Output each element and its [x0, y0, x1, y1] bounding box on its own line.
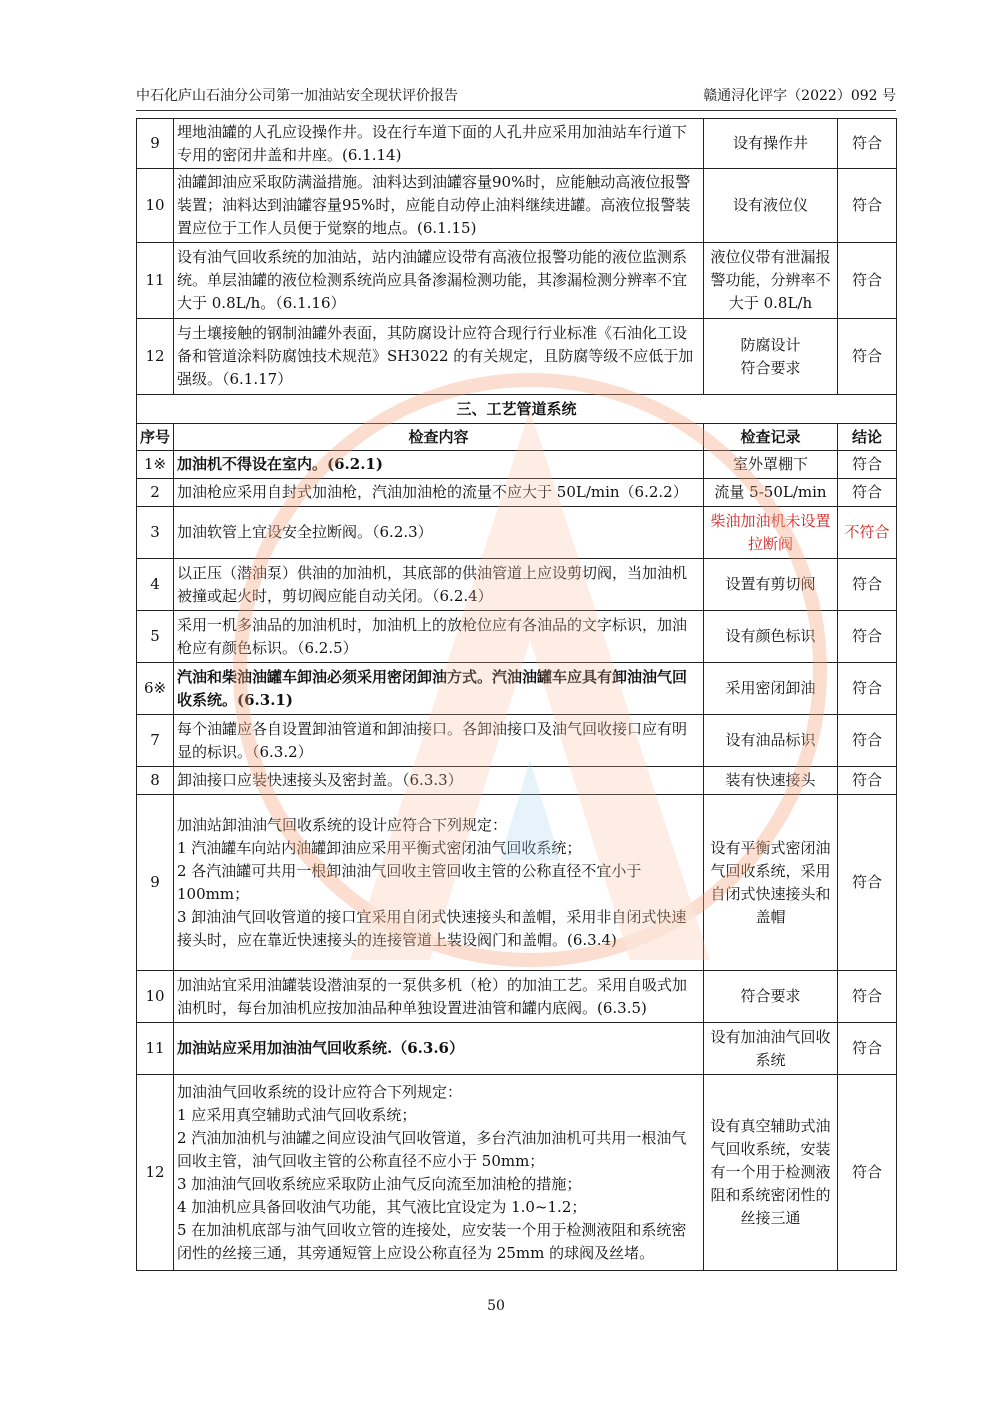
table-row [137, 319, 897, 395]
row-check-content: 卸油接口应装快速接头及密封盖。（6.3.3） [174, 767, 704, 795]
row-number: 6※ [137, 663, 174, 715]
page-number: 50 [487, 1298, 505, 1314]
row-result: 符合 [838, 715, 897, 767]
row-result: 符合 [838, 663, 897, 715]
row-check-content: 每个油罐应各自设置卸油管道和卸油接口。各卸油接口及油气回收接口应有明显的标识。（6.3.2） [174, 715, 704, 767]
table-section-tanks [137, 119, 897, 395]
column-header-row [137, 424, 897, 451]
row-result: 符合 [838, 319, 897, 395]
section-heading-row [137, 395, 897, 424]
section-title: 三、工艺管道系统 [137, 395, 897, 424]
table-row [137, 663, 897, 715]
row-check-content: 采用一机多油品的加油机时，加油机上的放枪位应有各油品的文字标识，加油枪应有颜色标识。（6.2.5） [174, 611, 704, 663]
row-number: 12 [137, 319, 174, 395]
row-result: 符合 [838, 611, 897, 663]
row-number: 4 [137, 559, 174, 611]
row-check-record: 采用密闭卸油 [704, 663, 838, 715]
table-row [137, 169, 897, 243]
row-check-content: 加油油气回收系统的设计应符合下列规定： 1 应采用真空辅助式油气回收系统； 2 汽油加油机与油罐之间应设油气回收管道，多台汽油加油机可共用一根油气回收主管，油气回收主管的公称直径不应小于 50mm； 3 加油油气回收系统应采取防止油气反向流至加油枪的措施； 4 加油机应具备回收油气功能，其气液比宜设定为 1.0~1.2； 5 在加油机底部与油气回收立管的连接处，应安装一个用于检测液阻和系统密闭性的丝接三通，其旁通短管上应设公称直径为 25mm 的球阀及丝堵。 [174, 1075, 704, 1271]
row-number: 9 [137, 795, 174, 971]
row-result: 符合 [838, 767, 897, 795]
row-result: 符合 [838, 119, 897, 169]
row-number: 7 [137, 715, 174, 767]
row-number: 1※ [137, 451, 174, 479]
row-result: 符合 [838, 479, 897, 507]
table-row [137, 1023, 897, 1075]
col-header-record: 检查记录 [704, 424, 838, 451]
row-number: 10 [137, 971, 174, 1023]
row-check-record: 装有快速接头 [704, 767, 838, 795]
row-result: 符合 [838, 795, 897, 971]
col-header-no: 序号 [137, 424, 174, 451]
row-check-content: 加油软管上宜设安全拉断阀。（6.2.3） [174, 507, 704, 559]
header-report-number: 赣通浔化评字（2022）092 号 [703, 88, 896, 104]
row-result: 符合 [838, 243, 897, 319]
row-check-content: 油罐卸油应采取防满溢措施。油料达到油罐容量90%时，应能触动高液位报警装置；油料达到油罐容量95%时，应能自动停止油料继续进罐。高液位报警装置应位于工作人员便于觉察的地点。(6.1.15) [174, 169, 704, 243]
row-number: 5 [137, 611, 174, 663]
row-number: 9 [137, 119, 174, 169]
row-result: 不符合 [838, 507, 897, 559]
row-check-record: 柴油加油机未设置拉断阀 [704, 507, 838, 559]
row-number: 12 [137, 1075, 174, 1271]
row-number: 2 [137, 479, 174, 507]
header-report-title: 中石化庐山石油分公司第一加油站安全现状评价报告 [136, 88, 458, 104]
inspection-table [136, 118, 897, 1271]
col-header-content: 检查内容 [174, 424, 704, 451]
row-check-record: 流量 5-50L/min [704, 479, 838, 507]
row-check-record: 设有颜色标识 [704, 611, 838, 663]
row-number: 11 [137, 1023, 174, 1075]
row-result: 符合 [838, 1075, 897, 1271]
row-check-content: 加油枪应采用自封式加油枪，汽油加油枪的流量不应大于 50L/min（6.2.2） [174, 479, 704, 507]
page-header [136, 86, 896, 111]
row-number: 11 [137, 243, 174, 319]
row-check-record: 符合要求 [704, 971, 838, 1023]
row-check-content: 加油站应采用加油油气回收系统.（6.3.6） [174, 1023, 704, 1075]
row-result: 符合 [838, 971, 897, 1023]
table-row [137, 119, 897, 169]
table-row [137, 971, 897, 1023]
row-check-record: 室外罩棚下 [704, 451, 838, 479]
row-number: 3 [137, 507, 174, 559]
row-check-record: 设有平衡式密闭油气回收系统，采用自闭式快速接头和盖帽 [704, 795, 838, 971]
row-check-content: 汽油和柴油油罐车卸油必须采用密闭卸油方式。汽油油罐车应具有卸油油气回收系统。(6.3.1) [174, 663, 704, 715]
table-row [137, 243, 897, 319]
row-check-content: 设有油气回收系统的加油站，站内油罐应设带有高液位报警功能的液位监测系统。单层油罐的液位检测系统尚应具备渗漏检测功能，其渗漏检测分辨率不宜大于 0.8L/h。（6.1.16） [174, 243, 704, 319]
row-check-content: 与土壤接触的钢制油罐外表面，其防腐设计应符合现行行业标准《石油化工设备和管道涂料防腐蚀技术规范》SH3022 的有关规定，且防腐等级不应低于加强级。（6.1.17） [174, 319, 704, 395]
row-check-content: 埋地油罐的人孔应设操作井。设在行车道下面的人孔井应采用加油站车行道下专用的密闭井盖和井座。(6.1.14) [174, 119, 704, 169]
table-row [137, 507, 897, 559]
row-result: 符合 [838, 451, 897, 479]
row-check-record: 设有真空辅助式油气回收系统，安装有一个用于检测液阻和系统密闭性的丝接三通 [704, 1075, 838, 1271]
table-row [137, 1075, 897, 1271]
table-row [137, 767, 897, 795]
row-check-content: 加油站卸油油气回收系统的设计应符合下列规定： 1 汽油罐车向站内油罐卸油应采用平衡式密闭油气回收系统； 2 各汽油罐可共用一根卸油油气回收主管回收主管的公称直径不宜小于 100mm； 3 卸油油气回收管道的接口宜采用自闭式快速接头和盖帽，采用非自闭式快速接头时，应在靠近快速接头的连接管道上装设阀门和盖帽。(6.3.4) [174, 795, 704, 971]
table-row [137, 715, 897, 767]
row-check-content: 加油站宜采用油罐装设潜油泵的一泵供多机（枪）的加油工艺。采用自吸式加油机时，每台加油机应按加油品种单独设置进油管和罐内底阀。(6.3.5) [174, 971, 704, 1023]
col-header-result: 结论 [838, 424, 897, 451]
row-result: 符合 [838, 559, 897, 611]
row-check-record: 设置有剪切阀 [704, 559, 838, 611]
row-result: 符合 [838, 1023, 897, 1075]
row-check-record: 设有操作井 [704, 119, 838, 169]
row-check-record: 设有加油油气回收系统 [704, 1023, 838, 1075]
table-row [137, 479, 897, 507]
row-number: 8 [137, 767, 174, 795]
row-number: 10 [137, 169, 174, 243]
row-check-content: 以正压（潜油泵）供油的加油机，其底部的供油管道上应设剪切阀，当加油机被撞或起火时，剪切阀应能自动关闭。（6.2.4） [174, 559, 704, 611]
row-check-record: 设有油品标识 [704, 715, 838, 767]
row-check-record: 设有液位仪 [704, 169, 838, 243]
row-result: 符合 [838, 169, 897, 243]
table-row [137, 795, 897, 971]
row-check-record: 液位仪带有泄漏报警功能，分辨率不大于 0.8L/h [704, 243, 838, 319]
table-row [137, 611, 897, 663]
row-check-content: 加油机不得设在室内。(6.2.1) [174, 451, 704, 479]
table-row [137, 451, 897, 479]
row-check-record: 防腐设计 符合要求 [704, 319, 838, 395]
table-row [137, 559, 897, 611]
table-section-pipes [137, 451, 897, 1271]
